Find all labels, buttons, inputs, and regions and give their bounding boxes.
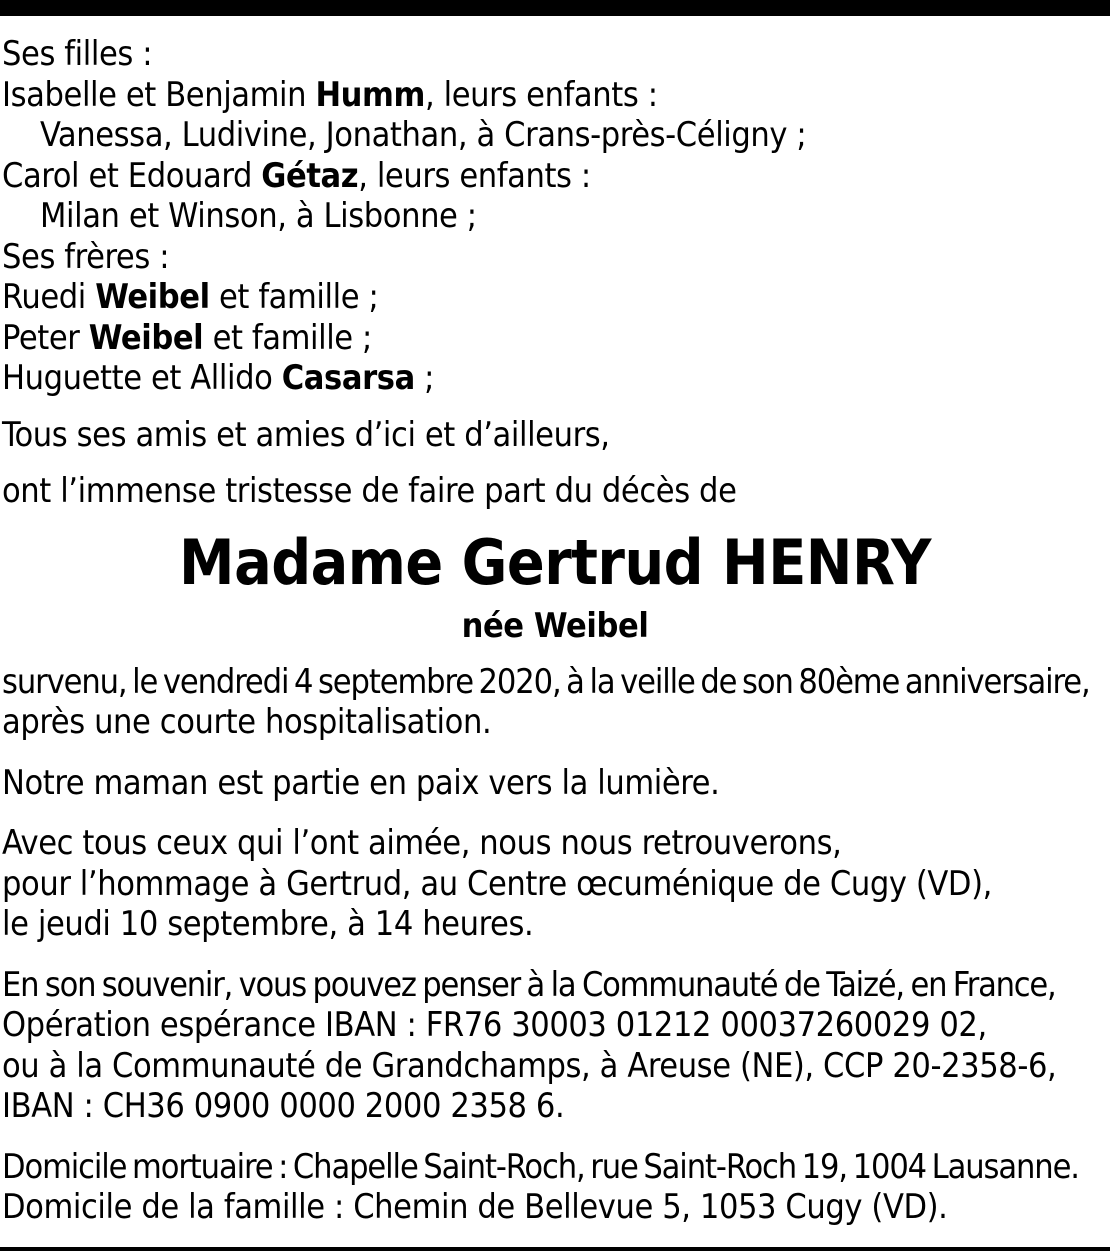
surname-humm: Humm — [315, 74, 425, 115]
bottom-rule — [0, 1247, 1110, 1251]
friends-line: Tous ses amis et amies d’ici et d’ailleurs, — [2, 414, 610, 455]
surname-casarsa: Casarsa — [281, 358, 415, 398]
obituary-notice — [2, 34, 1108, 1228]
maiden-name: née Weibel — [461, 605, 649, 646]
family-address: Domicile de la famille : Chemin de Bellevue 5, 1053 Cugy (VD). — [2, 1187, 948, 1227]
peace-line: Notre maman est partie en paix vers la lumière. — [2, 762, 720, 803]
daughter1-children: Vanessa, Ludivine, Jonathan, à Crans-près-Céligny ; — [40, 115, 807, 155]
mortuary-address: Domicile mortuaire : Chapelle Saint-Roch, rue Saint-Roch 19, 1004 Lausanne. — [2, 1146, 1079, 1187]
daughters-heading: Ses filles : — [2, 34, 153, 74]
deceased-name: Madame Gertrud HENRY — [179, 525, 931, 599]
donations-line3: ou à la Communauté de Grandchamps, à Areuse (NE), CCP 20-2358-6, — [2, 1045, 1057, 1086]
brother1-line: Ruedi Weibel et famille ; — [2, 277, 379, 317]
donations-line4: IBAN : CH36 0900 0000 2000 2358 6. — [2, 1086, 565, 1126]
surname-weibel: Weibel — [95, 277, 210, 317]
top-rule — [0, 0, 1110, 16]
circumstances-line1: survenu, le vendredi 4 septembre 2020, à la veille de son 80ème anniversaire, — [2, 661, 1090, 702]
brother3-line: Huguette et Allido Casarsa ; — [2, 358, 435, 398]
ceremony-line2: pour l’hommage à Gertrud, au Centre œcuménique de Cugy (VD), — [2, 863, 992, 904]
surname-getaz: Gétaz — [261, 155, 359, 196]
daughter2-line: Carol et Edouard Gétaz, leurs enfants : — [2, 155, 591, 196]
daughter2-children: Milan et Winson, à Lisbonne ; — [40, 196, 477, 236]
brother2-line: Peter Weibel et famille ; — [2, 317, 372, 358]
donations-line2: Opération espérance IBAN : FR76 30003 01212 00037260029 02, — [2, 1005, 987, 1045]
ceremony-line3: le jeudi 10 septembre, à 14 heures. — [2, 904, 534, 944]
ceremony-line1: Avec tous ceux qui l’ont aimée, nous nous retrouverons, — [2, 823, 842, 863]
daughter1-line: Isabelle et Benjamin Humm, leurs enfants : — [2, 74, 658, 115]
surname-weibel: Weibel — [88, 317, 204, 358]
brothers-heading: Ses frères : — [2, 236, 170, 277]
donations-line1: En son souvenir, vous pouvez penser à la Communauté de Taizé, en France, — [2, 964, 1056, 1005]
circumstances-line2: après une courte hospitalisation. — [2, 702, 492, 742]
announcement-line: ont l’immense tristesse de faire part du décès de — [2, 471, 737, 511]
